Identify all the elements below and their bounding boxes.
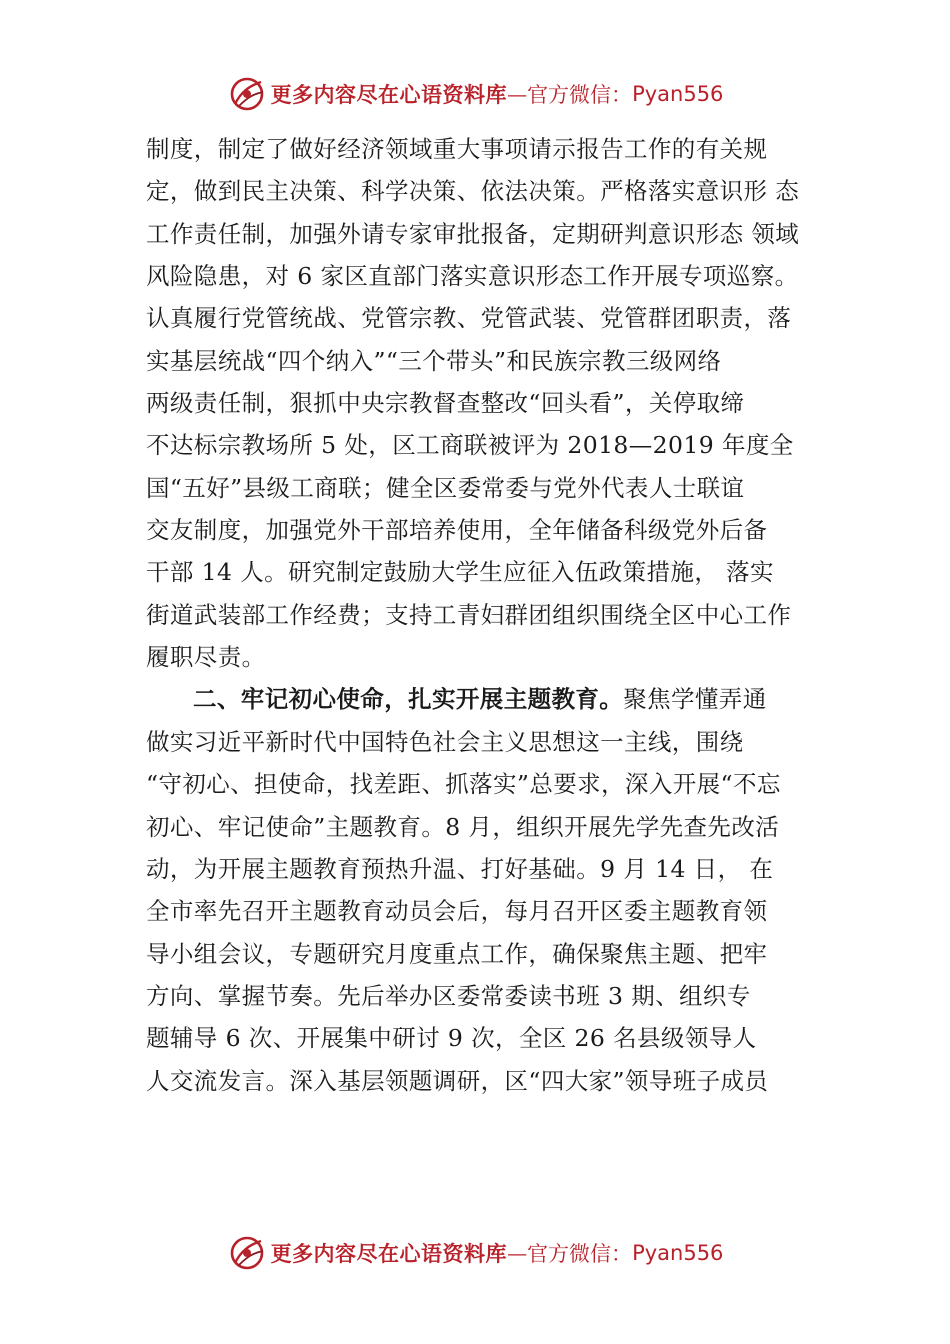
line-text: 国“五好”县级工商联；健全区委常委与党外代表人士联谊: [146, 473, 745, 502]
text-line: [146, 721, 826, 763]
line-text: 制度，制定了做好经济领域重大事项请示报告工作的有关规: [146, 135, 768, 163]
text-line: [146, 128, 826, 170]
line-text: 做实习近平新时代中国特色社会主义思想这一主线，围绕: [146, 727, 744, 756]
logo-icon: [227, 1233, 267, 1273]
text-line: [146, 424, 826, 466]
line-text: 聚焦学懂弄通: [623, 685, 767, 714]
line-text: 定，做到民主决策、科学决策、依法决策。严格落实意识形 态: [146, 177, 800, 206]
line-text: 交友制度，加强党外干部培养使用，全年储备科级党外后备: [146, 516, 768, 545]
text-line: [146, 213, 826, 255]
line-text: 工作责任制，加强外请专家审批报备，定期研判意识形态 领域: [146, 219, 800, 248]
banner-title: 更多内容尽在心语资料库: [270, 1241, 508, 1266]
text-line: [146, 678, 826, 720]
line-text: 人交流发言。深入基层领题调研，区“四大家”领导班子成员: [146, 1066, 769, 1095]
text-line: [146, 551, 826, 593]
line-text: 风险隐患，对 6 家区直部门落实意识形态工作开展专项巡察。: [146, 262, 799, 291]
text-line: [146, 890, 826, 932]
text-line: [146, 806, 826, 848]
line-text: 干部 14 人。研究制定鼓励大学生应征入伍政策措施， 落实: [146, 558, 774, 587]
text-line: [146, 975, 826, 1017]
line-text: 方向、掌握节奏。先后举办区委常委读书班 3 期、组织专: [146, 981, 751, 1010]
line-text: 两级责任制，狠抓中央宗教督查整改“回头看”，关停取缔: [146, 389, 745, 418]
text-line: [146, 509, 826, 551]
text-line: [146, 467, 826, 509]
line-text: 不达标宗教场所 5 处，区工商联被评为 2018—2019 年度全: [146, 431, 794, 460]
banner-label: 官方微信：: [527, 83, 633, 107]
text-line: [146, 255, 826, 297]
line-text: 履职尽责。: [146, 643, 266, 672]
text-line: [146, 170, 826, 212]
banner-separator: —: [507, 1241, 528, 1265]
line-text: 动，为开展主题教育预热升温、打好基础。9 月 14 日， 在: [146, 854, 774, 883]
text-line: [146, 763, 826, 805]
header-banner: [0, 72, 950, 116]
text-line: [146, 933, 826, 975]
line-text: “守初心、担使命，找差距、抓落实”总要求，深入开展“不忘: [146, 770, 781, 799]
line-text: 全市率先召开主题教育动员会后，每月召开区委主题教育领: [146, 897, 768, 926]
line-text: 初心、牢记使命”主题教育。8 月，组织开展先学先查先改活: [146, 812, 780, 841]
line-text: 题辅导 6 次、开展集中研讨 9 次，全区 26 名县级领导人: [146, 1024, 757, 1053]
line-text: 导小组会议，专题研究月度重点工作，确保聚焦主题、把牢: [146, 939, 768, 968]
document-body: [146, 128, 826, 1102]
text-line: [146, 382, 826, 424]
banner-id: Pyan556: [632, 1241, 724, 1265]
text-line: [146, 848, 826, 890]
banner-id: Pyan556: [632, 82, 724, 106]
logo-icon: [227, 74, 267, 114]
banner-separator: —: [507, 82, 528, 106]
text-line: [146, 1017, 826, 1059]
banner-label: 官方微信：: [527, 1242, 633, 1266]
line-text: 认真履行党管统战、党管宗教、党管武装、党管群团职责，落: [146, 304, 792, 333]
text-line: [146, 340, 826, 382]
text-line: [146, 1060, 826, 1102]
footer-banner: [0, 1231, 950, 1275]
text-line: [146, 636, 826, 678]
text-line: [146, 594, 826, 636]
line-text: 街道武装部工作经费；支持工青妇群团组织围绕全区中心工作: [146, 600, 792, 629]
banner-title: 更多内容尽在心语资料库: [270, 82, 508, 107]
text-line: [146, 297, 826, 339]
section-heading: 二、牢记初心使命，扎实开展主题教育。: [193, 685, 624, 714]
line-text: 实基层统战“四个纳入”“三个带头”和民族宗教三级网络: [146, 346, 722, 375]
